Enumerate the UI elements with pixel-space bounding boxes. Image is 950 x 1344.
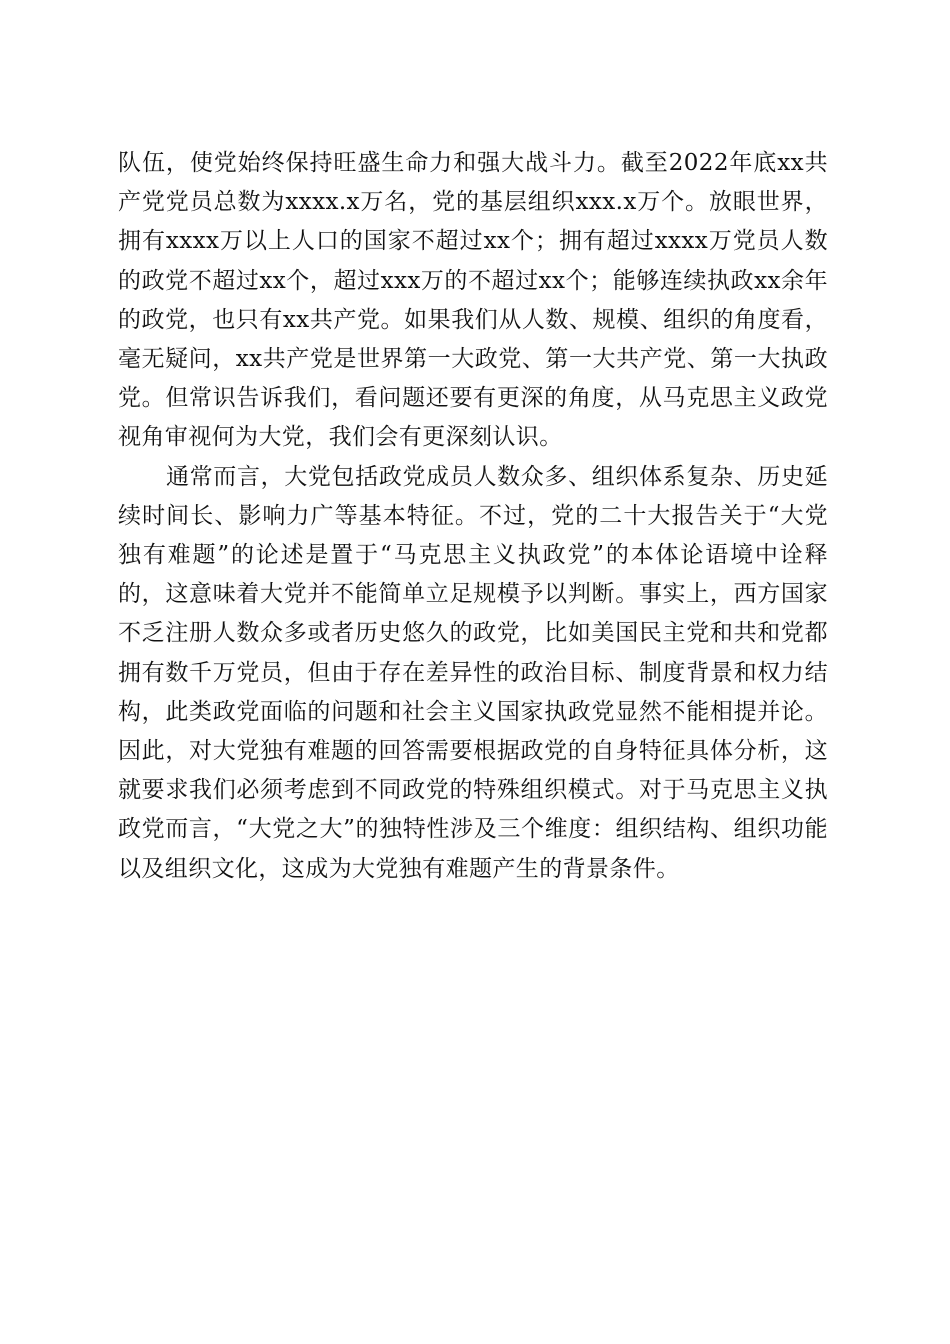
paragraph-continuation: 队伍，使党始终保持旺盛生命力和强大战斗力。截至2022年底xx共产党党员总数为xxxx.x万名，党的基层组织xxx.x万个。放眼世界，拥有xxxx万以上人口的国家不超过xx个；拥有超过xxxx万党员人数的政党不超过xx个，超过xxx万的不超过xx个；能够连续执政xx余年的政党，也只有xx共产党。如果我们从人数、规模、组织的角度看，毫无疑问，xx共产党是世界第一大政党、第一大共产党、第一大执政党。但常识告诉我们，看问题还要有更深的角度，从马克思主义政党视角审视何为大党，我们会有更深刻认识。 [118, 150, 828, 451]
paragraph-large-party-features: 通常而言，大党包括政党成员人数众多、组织体系复杂、历史延续时间长、影响力广等基本特征。不过，党的二十大报告关于“大党独有难题”的论述是置于“马克思主义执政党”的本体论语境中诠释的，这意味着大党并不能简单立足规模予以判断。事实上，西方国家不乏注册人数众多或者历史悠久的政党，比如美国民主党和共和党都拥有数千万党员，但由于存在差异性的政治目标、制度背景和权力结构，此类政党面临的问题和社会主义国家执政党显然不能相提并论。因此，对大党独有难题的回答需要根据政党的自身特征具体分析，这就要求我们必须考虑到不同政党的特殊组织模式。对于马克思主义执政党而言，“大党之大”的独特性涉及三个维度：组织结构、组织功能以及组织文化，这成为大党独有难题产生的背景条件。 [118, 463, 828, 882]
document-page [118, 144, 828, 889]
